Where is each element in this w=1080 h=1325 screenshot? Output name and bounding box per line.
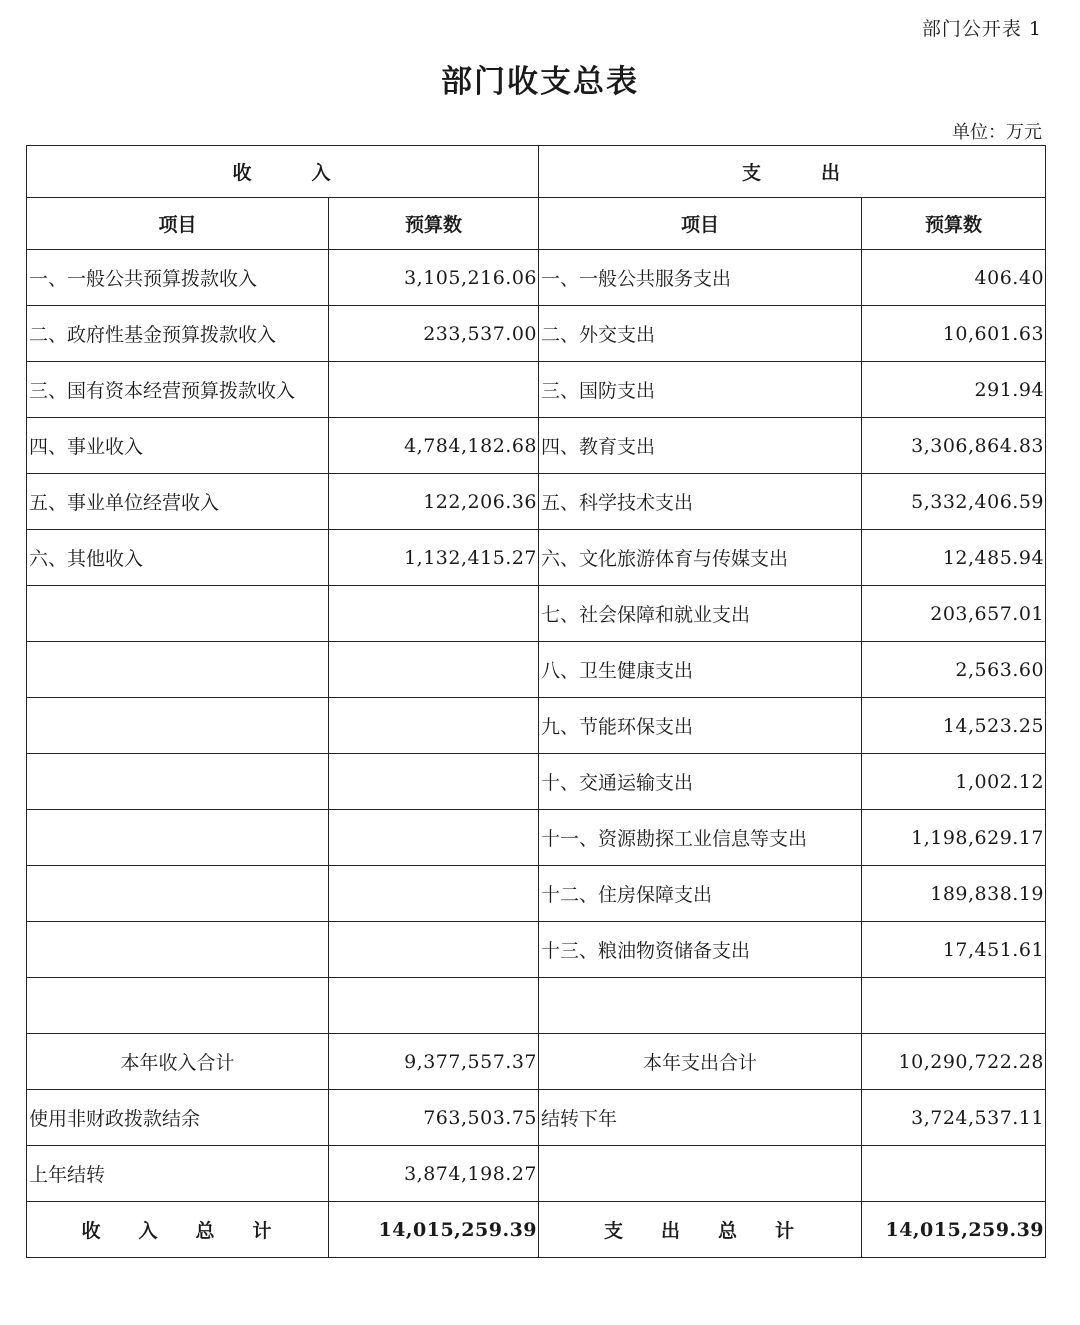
income-amount: 3,105,216.06	[329, 250, 539, 306]
income-amount	[329, 586, 539, 642]
income-amount	[329, 754, 539, 810]
income-subtotal-label: 本年收入合计	[27, 1034, 329, 1090]
table-row	[27, 1146, 1046, 1202]
income-item	[27, 810, 329, 866]
table-row	[27, 698, 1046, 754]
income-item: 上年结转	[27, 1146, 329, 1202]
income-amount: 122,206.36	[329, 474, 539, 530]
expense-amount: 10,601.63	[862, 306, 1046, 362]
income-total-amount: 14,015,259.39	[329, 1202, 539, 1258]
expense-item	[539, 1146, 862, 1202]
expense-total-amount: 14,015,259.39	[862, 1202, 1046, 1258]
expense-amount: 2,563.60	[862, 642, 1046, 698]
income-subtotal-amount: 9,377,557.37	[329, 1034, 539, 1090]
section-header-row	[27, 146, 1046, 198]
income-amount	[329, 362, 539, 418]
income-amount	[329, 698, 539, 754]
income-amount	[329, 642, 539, 698]
table-row	[27, 474, 1046, 530]
expense-item: 九、节能环保支出	[539, 698, 862, 754]
table-row	[27, 586, 1046, 642]
expense-item: 七、社会保障和就业支出	[539, 586, 862, 642]
expense-item: 八、卫生健康支出	[539, 642, 862, 698]
income-item	[27, 866, 329, 922]
income-amount	[329, 922, 539, 978]
expense-amount: 291.94	[862, 362, 1046, 418]
income-item: 二、政府性基金预算拨款收入	[27, 306, 329, 362]
income-amount: 763,503.75	[329, 1090, 539, 1146]
table-row	[27, 754, 1046, 810]
income-total-label: 收入总计	[27, 1202, 329, 1258]
income-item	[27, 754, 329, 810]
table-row	[27, 922, 1046, 978]
expense-subtotal-amount: 10,290,722.28	[862, 1034, 1046, 1090]
table-row	[27, 1090, 1046, 1146]
table-row	[27, 642, 1046, 698]
expense-amount: 203,657.01	[862, 586, 1046, 642]
expense-amount: 189,838.19	[862, 866, 1046, 922]
expense-item-header: 项目	[539, 198, 862, 250]
expense-budget-header: 预算数	[862, 198, 1046, 250]
expense-item	[539, 978, 862, 1034]
expense-item: 十三、粮油物资储备支出	[539, 922, 862, 978]
income-budget-header: 预算数	[329, 198, 539, 250]
income-item-header: 项目	[27, 198, 329, 250]
income-item	[27, 698, 329, 754]
income-amount: 1,132,415.27	[329, 530, 539, 586]
table-row	[27, 418, 1046, 474]
table-row	[27, 250, 1046, 306]
income-section-header: 收入	[27, 146, 539, 198]
expense-amount: 17,451.61	[862, 922, 1046, 978]
income-item	[27, 586, 329, 642]
form-number-label: 部门公开表 1	[921, 18, 1042, 40]
income-amount: 3,874,198.27	[329, 1146, 539, 1202]
income-item: 四、事业收入	[27, 418, 329, 474]
total-row	[27, 1202, 1046, 1258]
income-item: 一、一般公共预算拨款收入	[27, 250, 329, 306]
expense-subtotal-label: 本年支出合计	[539, 1034, 862, 1090]
table-row	[27, 530, 1046, 586]
expense-item: 六、文化旅游体育与传媒支出	[539, 530, 862, 586]
income-amount	[329, 810, 539, 866]
expense-amount: 3,724,537.11	[862, 1090, 1046, 1146]
expense-amount: 12,485.94	[862, 530, 1046, 586]
page-title: 部门收支总表	[441, 64, 639, 100]
income-amount	[329, 866, 539, 922]
expense-amount	[862, 978, 1046, 1034]
table-row	[27, 362, 1046, 418]
expense-amount: 3,306,864.83	[862, 418, 1046, 474]
unit-label: 单位：万元	[952, 122, 1042, 143]
income-amount: 233,537.00	[329, 306, 539, 362]
expense-item: 十二、住房保障支出	[539, 866, 862, 922]
expense-item: 三、国防支出	[539, 362, 862, 418]
income-item: 五、事业单位经营收入	[27, 474, 329, 530]
income-item	[27, 922, 329, 978]
expense-item: 结转下年	[539, 1090, 862, 1146]
expense-item: 一、一般公共服务支出	[539, 250, 862, 306]
subtotal-row	[27, 1034, 1046, 1090]
income-item: 六、其他收入	[27, 530, 329, 586]
expense-item: 十、交通运输支出	[539, 754, 862, 810]
table-row	[27, 978, 1046, 1034]
income-amount: 4,784,182.68	[329, 418, 539, 474]
column-header-row	[27, 198, 1046, 250]
expense-section-header: 支出	[539, 146, 1046, 198]
income-amount	[329, 978, 539, 1034]
expense-total-label: 支出总计	[539, 1202, 862, 1258]
expense-amount: 406.40	[862, 250, 1046, 306]
expense-item: 十一、资源勘探工业信息等支出	[539, 810, 862, 866]
table-row	[27, 866, 1046, 922]
income-item: 三、国有资本经营预算拨款收入	[27, 362, 329, 418]
table-row	[27, 306, 1046, 362]
budget-table	[26, 145, 1046, 1258]
expense-amount: 5,332,406.59	[862, 474, 1046, 530]
income-item	[27, 978, 329, 1034]
expense-item: 五、科学技术支出	[539, 474, 862, 530]
expense-amount: 1,198,629.17	[862, 810, 1046, 866]
expense-item: 二、外交支出	[539, 306, 862, 362]
expense-amount: 1,002.12	[862, 754, 1046, 810]
expense-amount	[862, 1146, 1046, 1202]
table-row	[27, 810, 1046, 866]
income-item	[27, 642, 329, 698]
expense-amount: 14,523.25	[862, 698, 1046, 754]
expense-item: 四、教育支出	[539, 418, 862, 474]
income-item: 使用非财政拨款结余	[27, 1090, 329, 1146]
